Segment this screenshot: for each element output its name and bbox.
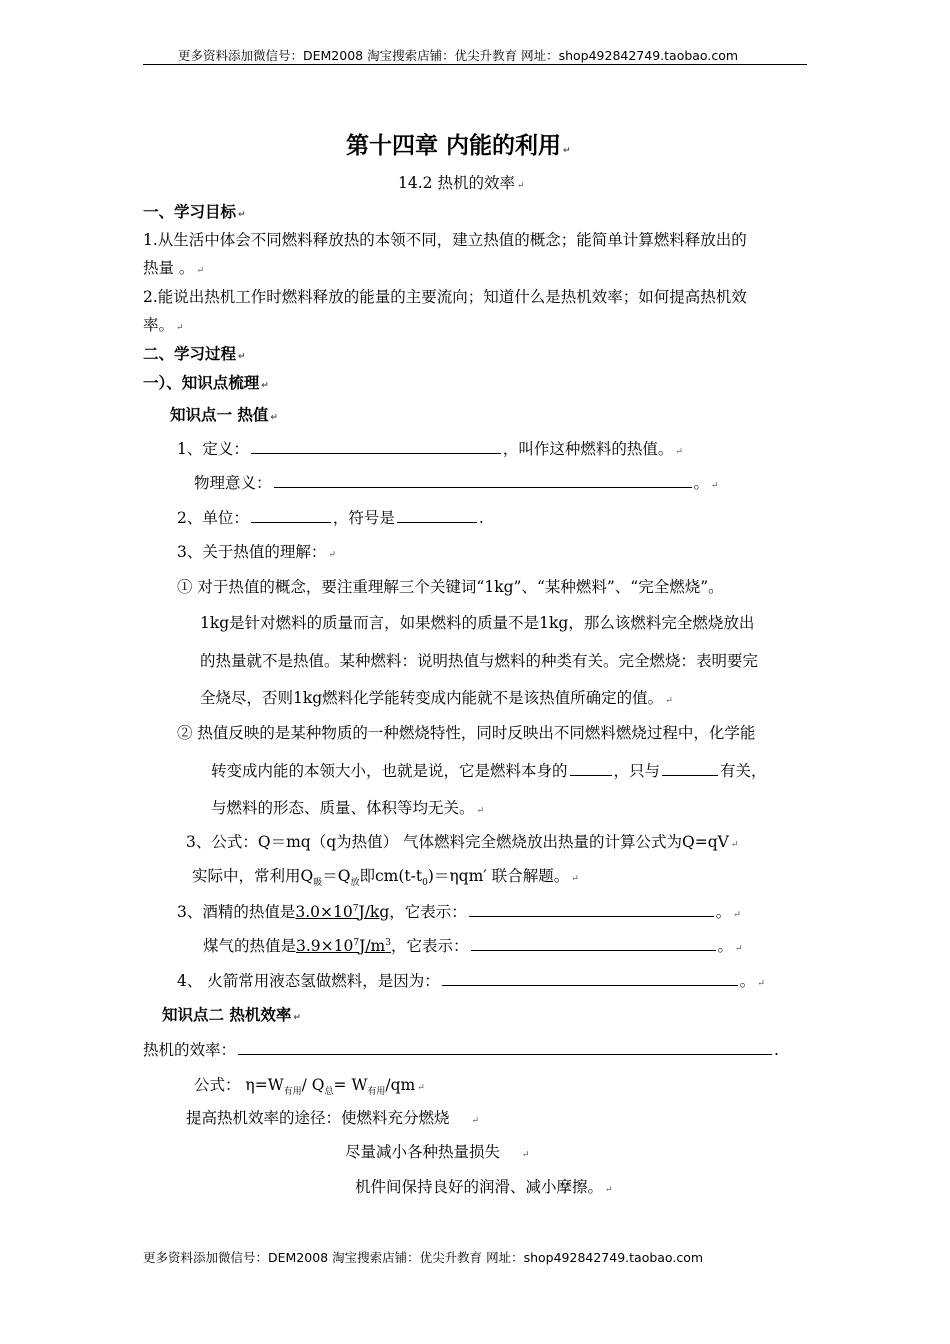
definition-line: 1、定义： ，叫作这种燃料的热值。 ↵ (177, 440, 683, 458)
practice-formula-line: 实际中，常利用$Q_吸=Q_放$即$cm(t-t_0)=\eta qm'$ 联合解题。 ↵ (192, 867, 579, 889)
point-2-line3: 与燃料的形态、质量、体积等均无关。 ↵ (211, 799, 485, 817)
essence-blank[interactable] (570, 760, 612, 776)
unit-line: 2、单位： ，符号是 . (177, 509, 484, 527)
heading-learning-goals: 一、学习目标 ↵ (143, 203, 246, 221)
goal-2-line2: 率。 ↵ (143, 316, 184, 334)
rocket-fuel-line: 4、 火箭常用液态氢做燃料，是因为： 。 ↵ (177, 972, 765, 990)
header-rule (143, 64, 807, 65)
related-factor-blank[interactable] (662, 760, 718, 776)
efficiency-formula-line: 公式： $\eta=W_{有用}/$ $Q_总= W_{有用}/qm$ ↵ (194, 1076, 425, 1098)
improve-efficiency-line2: 尽量减小各种热量损失 ↵ (345, 1143, 530, 1161)
alcohol-heat-value-line: 3、酒精的热值是$3.0\times 10^7J/kg$，它表示： 。 ↵ (177, 903, 741, 921)
point-1-line3: 的热量就不是热值。某种燃料：说明热值与燃料的种类有关。完全燃烧：表明要完 (200, 652, 759, 670)
goal-2-line1: 2.能说出热机工作时燃料释放的能量的主要流向；知道什么是热机效率；如何提高热机效 (143, 288, 747, 306)
symbol-blank[interactable] (397, 507, 477, 523)
point-1-line2: 1kg是针对燃料的质量而言，如果燃料的质量不是1kg，那么该燃料完全燃烧放出 (200, 614, 755, 632)
engine-efficiency-line: 热机的效率： . (143, 1041, 779, 1059)
alcohol-meaning-blank[interactable] (469, 901, 714, 917)
heading-learning-process: 二、学习过程 ↵ (143, 345, 246, 363)
point-1-line4: 全烧尽，否则1kg燃料化学能转变成内能就不是该热值所确定的值。 ↵ (200, 689, 673, 707)
physical-meaning-blank[interactable] (274, 472, 692, 488)
efficiency-definition-blank[interactable] (238, 1039, 772, 1055)
gas-meaning-blank[interactable] (471, 935, 716, 951)
point-2-line2: 转变成内能的本领大小，也就是说，它是燃料本身的 ，只与 有关， (211, 762, 767, 780)
formula-line: 3、公式：Q＝mq（q为热值） 气体燃料完全燃烧放出热量的计算公式为Q=qV ↵ (186, 833, 739, 851)
goal-1-line1: 1.从生活中体会不同燃料释放热的本领不同，建立热值的概念；能简单计算燃料释放出的 (143, 231, 747, 249)
rocket-reason-blank[interactable] (442, 970, 738, 986)
gas-heat-value-line: 煤气的热值是$3.9\times 10^7J/m^3$，它表示： 。 ↵ (203, 937, 743, 955)
chapter-title: 第十四章 内能的利用 ↵ (346, 133, 571, 159)
heading-knowledge-review: 一）、知识点梳理 ↵ (143, 374, 269, 392)
definition-blank[interactable] (251, 438, 501, 454)
knowledge-point-2: 知识点二 热机效率 ↵ (162, 1006, 301, 1024)
improve-efficiency-line1: 提高热机效率的途径：使燃料充分燃烧 ↵ (186, 1109, 480, 1127)
point-1-line1: ① 对于热值的概念，要注重理解三个关键词“1kg”、“某种燃料”、“完全燃烧”。 (177, 578, 724, 596)
page-footer: 更多资料添加微信号：DEM2008 淘宝搜索店铺：优尖升教育 网址：shop492842749.taobao.com (143, 1250, 704, 1265)
physical-meaning-line: 物理意义： 。 ↵ (194, 474, 719, 492)
understanding-heading: 3、关于热值的理解： ↵ (177, 543, 336, 561)
improve-efficiency-line3: 机件间保持良好的润滑、减小摩擦。 ↵ (355, 1178, 613, 1196)
section-subtitle: 14.2 热机的效率 ↵ (398, 174, 525, 192)
goal-1-line2: 热量 。 ↵ (143, 259, 204, 277)
point-2-line1: ② 热值反映的是某种物质的一种燃烧特性，同时反映出不同燃料燃烧过程中，化学能 (177, 724, 756, 742)
page-header: 更多资料添加微信号：DEM2008 淘宝搜索店铺：优尖升教育 网址：shop492842749.taobao.com (178, 48, 739, 63)
knowledge-point-1: 知识点一 热值 ↵ (170, 406, 278, 424)
unit-blank[interactable] (251, 507, 331, 523)
